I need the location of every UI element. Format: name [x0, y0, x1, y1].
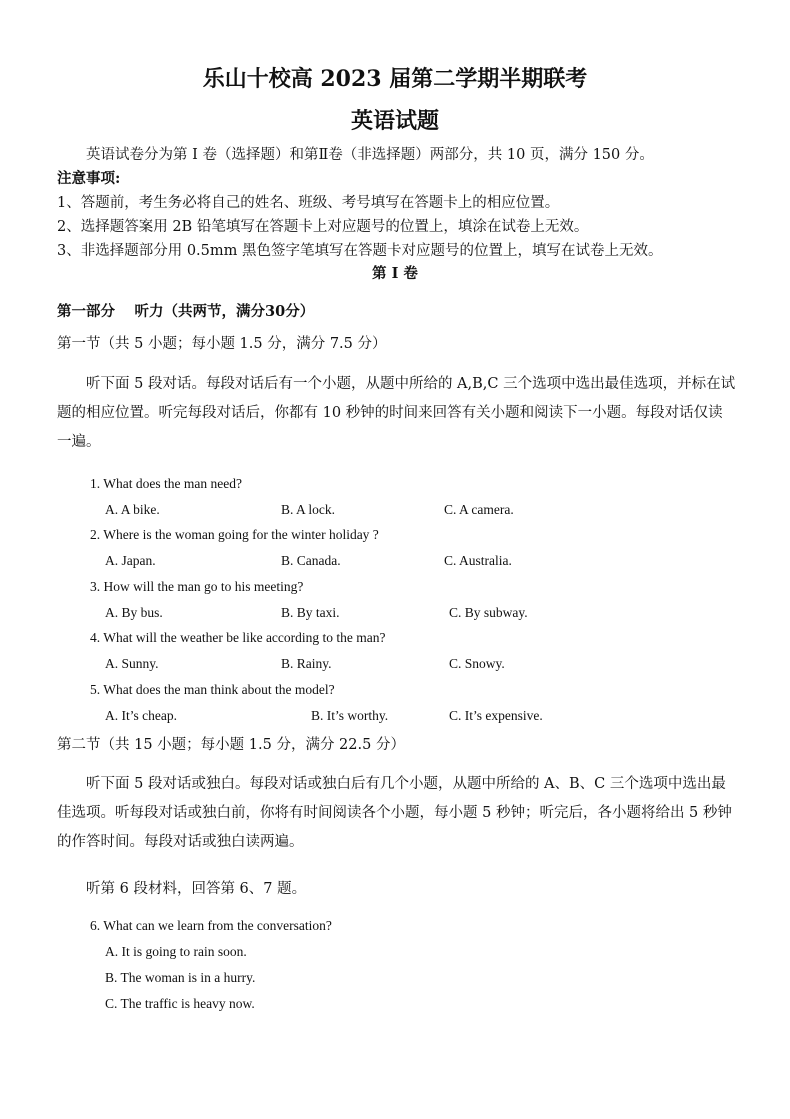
intro-text: 英语试卷分为第 I 卷（选择题）和第Ⅱ卷（非选择题）两部分，共 10 页，满分 150 分。 — [86, 147, 654, 163]
q2-option-c: C. Australia. — [444, 553, 512, 568]
question-3: 3. How will the man go to his meeting? — [90, 579, 304, 594]
question-1: 1. What does the man need? — [90, 476, 242, 491]
question-6: 6. What can we learn from the conversation? — [90, 918, 332, 933]
note-item: 1、答题前，考生务必将自己的姓名、班级、考号填写在答题卡上的相应位置。 — [57, 195, 560, 211]
material-instruction: 听第 6 段材料，回答第 6、7 题。 — [86, 881, 307, 897]
section2-instructions: 听下面 5 段对话或独白。每段对话或独白后有几个小题，从题中所给的 A、B、C 三个选项中选出最佳选项。听每段对话或独白前，你将有时间阅读各个小题，每小题 5 秒钟；听完后，各小题将给出 5 秒钟的作答时间。每段对话或独白读两遍。 — [57, 776, 732, 850]
q4-option-c: C. Snowy. — [449, 656, 505, 671]
note-item: 3、非选择题部分用 0.5mm 黑色签字笔填写在答题卡对应题号的位置上，填写在试卷上无效。 — [57, 243, 663, 259]
question-2: 2. Where is the woman going for the winter holiday ? — [90, 527, 379, 542]
volume-label: 第 I 卷 — [372, 265, 418, 282]
note-item: 2、选择题答案用 2B 铅笔填写在答题卡上对应题号的位置上，填涂在试卷上无效。 — [57, 219, 589, 235]
section1-heading: 第一节（共 5 小题；每小题 1.5 分，满分 7.5 分） — [57, 336, 387, 352]
q2-option-a: A. Japan. — [105, 553, 156, 568]
q1-option-b: B. A lock. — [281, 502, 336, 517]
q4-option-b: B. Rainy. — [281, 656, 332, 671]
q6-option-b: B. The woman is in a hurry. — [105, 970, 256, 985]
question-5: 5. What does the man think about the model? — [90, 682, 335, 697]
q5-option-b: B. It’s worthy. — [311, 708, 389, 723]
exam-subtitle: 英语试题 — [350, 108, 439, 134]
exam-title: 乐山十校高 2023 届第二学期半期联考 — [202, 66, 588, 92]
q6-option-a: A. It is going to rain soon. — [105, 944, 247, 959]
q5-option-c: C. It’s expensive. — [449, 708, 543, 723]
q5-option-a: A. It’s cheap. — [105, 708, 177, 723]
q1-option-a: A. A bike. — [105, 502, 160, 517]
q3-option-b: B. By taxi. — [281, 605, 340, 620]
part1-heading: 第一部分 听力（共两节，满分30分） — [57, 303, 315, 320]
section1-instructions: 听下面 5 段对话。每段对话后有一个小题，从题中所给的 A,B,C 三个选项中选出最佳选项，并标在试题的相应位置。听完每段对话后，你都有 10 秒钟的时间来回答有关小题和阅读下一小题。每段对话仅读一遍。 — [57, 376, 736, 450]
q4-option-a: A. Sunny. — [105, 656, 159, 671]
q2-option-b: B. Canada. — [281, 553, 341, 568]
q1-option-c: C. A camera. — [444, 502, 514, 517]
section2-heading: 第二节（共 15 小题；每小题 1.5 分，满分 22.5 分） — [57, 737, 405, 753]
q3-option-c: C. By subway. — [449, 605, 528, 620]
q6-option-c: C. The traffic is heavy now. — [105, 996, 255, 1011]
q3-option-a: A. By bus. — [105, 605, 163, 620]
notes-heading: 注意事项: — [57, 170, 121, 187]
question-4: 4. What will the weather be like according to the man? — [90, 630, 386, 645]
